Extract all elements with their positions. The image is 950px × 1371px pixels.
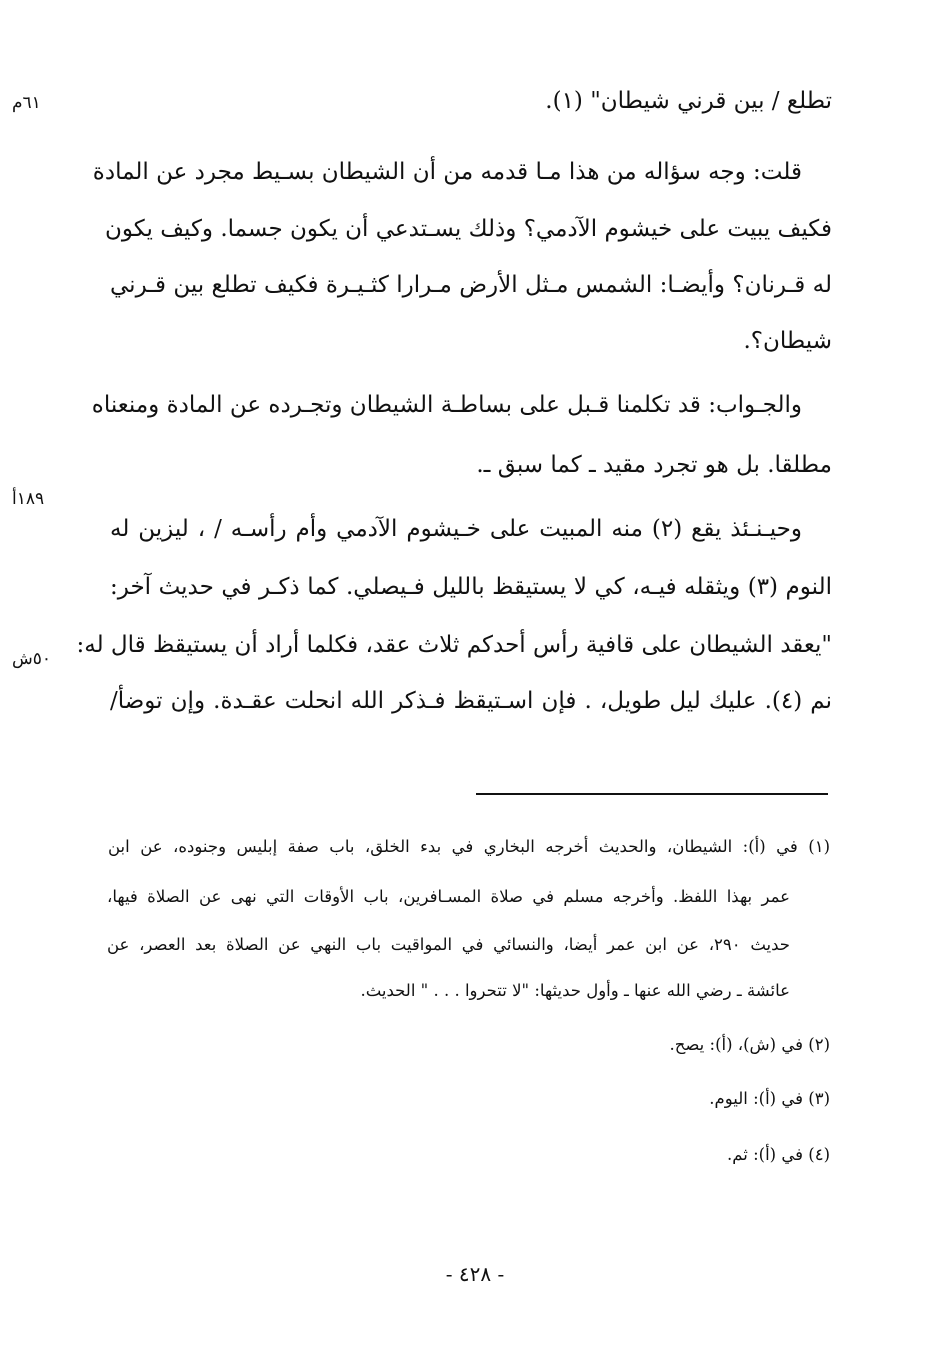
- main-text-line: وحيـنـئذ يقع (٢) منه المبيت على خـيشوم الآدمي وأم رأسـه / ، ليزين له: [110, 516, 802, 542]
- main-text-line: نم (٤). عليك ليل طويل، . فإن اسـتيقظ فـذكر الله انحلت عقـدة. وإن توضأ/: [110, 688, 832, 714]
- main-text-line: مطلقا. بل هو تجرد مقيد ـ كما سبق ـ.: [476, 452, 832, 478]
- footnote-line: عائشة ـ رضي الله عنها ـ وأول حديثها: "لا تتحروا . . . " الحديث.: [360, 981, 790, 1000]
- footnote-line: (١) في (أ): الشيطان، والحديث أخرجه البخاري في بدء الخلق، باب صفة إبليس وجنوده، عن ابن: [108, 837, 830, 856]
- footnote-line: حديث ٢٩٠، عن ابن عمر أيضا، والنسائي في المواقيت باب النهي عن الصلاة بعد العصر، عن: [107, 935, 790, 954]
- main-text-line: قلت: وجه سؤاله من هذا مـا قدمه من أن الشيطان بسـيط مجرد عن المادة: [92, 159, 802, 185]
- page-number: - ٤٢٨ -: [445, 1262, 505, 1286]
- main-text-line: تطلع / بين قرني شيطان" (١).: [545, 88, 832, 114]
- main-text-line: شيطان؟.: [743, 328, 832, 354]
- main-text-line: فكيف يبيت على خيشوم الآدمي؟ وذلك يسـتدعي أن يكون جسما. وكيف يكون: [105, 216, 832, 242]
- margin-note-folio-sh: ٥٠ش: [12, 649, 52, 669]
- margin-note-manuscript-folio: ٦١م: [12, 93, 41, 113]
- footnote-line: عمر بهذا اللفظ. وأخرجه مسلم في صلاة المسـافرين، باب الأوقات التي نهى عن الصلاة فيها،: [107, 887, 790, 906]
- margin-note-folio-a: ١٨٩أ: [12, 489, 45, 509]
- footnote-line: (٢) في (ش)، (أ): يصح.: [669, 1035, 830, 1054]
- footnote-line: (٤) في (أ): ثم.: [727, 1145, 830, 1164]
- main-text-line: والجـواب: قد تكلمنا قـبل على بساطـة الشيطان وتجـرده عن المادة ومنعناه: [91, 392, 802, 418]
- main-text-line: "يعقد الشيطان على قافية رأس أحدكم ثلاث عقد، فكلما أراد أن يستيقظ قال له:: [76, 632, 832, 658]
- main-text-line: له قـرنان؟ وأيضـا: الشمس مـثل الأرض مـرارا كثـيـرة فكيف تطلع بين قـرني: [110, 272, 832, 298]
- footnote-line: (٣) في (أ): اليوم.: [709, 1089, 830, 1108]
- main-text-line: النوم (٣) ويثقله فيـه، كي لا يستيقظ بالليل فـيصلي. كما ذكـر في حديث آخر:: [110, 574, 833, 600]
- footnote-separator: [476, 793, 828, 795]
